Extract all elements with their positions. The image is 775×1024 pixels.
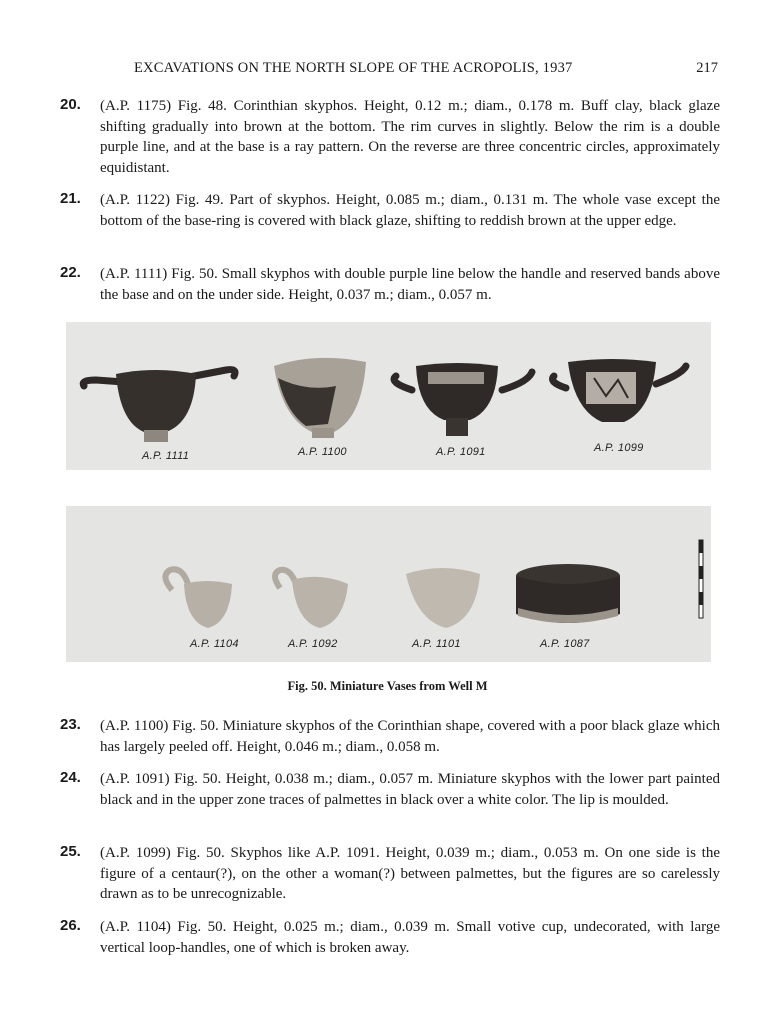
entry-number: 25. [60, 843, 81, 860]
entry-text: (A.P. 1111) Fig. 50. Small skyphos with double purple line below the handle and reserved bands above the base and on the under side. Height, 0.037 m.; diam., 0.057 m. [100, 266, 720, 303]
vase-ap1092 [275, 570, 348, 628]
vase-ap1099 [553, 359, 687, 422]
vase-ap1104 [165, 569, 232, 628]
entry-number: 20. [60, 96, 81, 113]
entry-text: (A.P. 1104) Fig. 50. Height, 0.025 m.; diam., 0.039 m. Small votive cup, undecorated, with large vertical loop-handles, one of which is broken away. [100, 919, 720, 956]
catalog-entry-26 [60, 917, 720, 958]
vase-label: A.P. 1111 [142, 450, 190, 462]
vase-label: A.P. 1087 [540, 638, 590, 650]
catalog-entry-21 [60, 190, 720, 231]
vase-label: A.P. 1091 [436, 446, 486, 458]
vase-ap1087 [516, 564, 620, 623]
vase-label: A.P. 1104 [190, 638, 239, 650]
figure-caption: Fig. 50. Miniature Vases from Well M [287, 679, 488, 693]
catalog-entry-24 [60, 769, 720, 810]
entry-number: 21. [60, 190, 81, 207]
vase-ap1100 [274, 358, 366, 438]
entry-number: 24. [60, 769, 81, 786]
catalog-entry-25 [60, 843, 720, 905]
scale-bar [699, 540, 703, 618]
entry-text: (A.P. 1100) Fig. 50. Miniature skyphos of the Corinthian shape, covered with a poor black glaze which has largely peeled off. Height, 0.046 m.; diam., 0.058 m. [100, 718, 720, 755]
vase-ap1101 [406, 568, 480, 628]
page-number: 217 [696, 60, 718, 76]
catalog-entry-23 [60, 716, 720, 757]
entry-text: (A.P. 1091) Fig. 50. Height, 0.038 m.; diam., 0.057 m. Miniature skyphos with the lower part painted black and in the upper zone traces of palmettes in black over a white color. The lip is moulded. [100, 771, 720, 808]
entry-text: (A.P. 1175) Fig. 48. Corinthian skyphos. Height, 0.12 m.; diam., 0.178 m. Buff clay, black glaze shifting gradually into brown at the bottom. The rim curves in slightly. Below the rim is a double purple line, and at the base is a ray pattern. On the reverse are three concentric circles, approximately equidistant. [100, 98, 720, 177]
catalog-entry-20 [60, 96, 720, 179]
vase-label: A.P. 1099 [594, 442, 644, 454]
vase-label: A.P. 1101 [412, 638, 461, 650]
vase-photographs [66, 322, 711, 664]
running-header [100, 60, 718, 82]
running-title: EXCAVATIONS ON THE NORTH SLOPE OF THE ACROPOLIS, 1937 [134, 60, 573, 76]
vase-label: A.P. 1092 [288, 638, 338, 650]
catalog-entry-22 [60, 264, 720, 305]
entry-number: 22. [60, 264, 81, 281]
vase-label: A.P. 1100 [298, 446, 347, 458]
vase-ap1111 [83, 370, 235, 442]
entry-text: (A.P. 1122) Fig. 49. Part of skyphos. Height, 0.085 m.; diam., 0.131 m. The whole vase except the bottom of the base-ring is covered with black glaze, shifting to reddish brown at the upper edge. [100, 192, 720, 229]
entry-number: 26. [60, 917, 81, 934]
vase-ap1091 [394, 363, 532, 436]
figure-plate [66, 322, 711, 664]
entry-text: (A.P. 1099) Fig. 50. Skyphos like A.P. 1091. Height, 0.039 m.; diam., 0.053 m. On one side is the figure of a centaur(?), on the other a woman(?) between palmettes, but the figures are so carelessly drawn as to be unrecognizable. [100, 845, 720, 903]
entry-number: 23. [60, 716, 81, 733]
